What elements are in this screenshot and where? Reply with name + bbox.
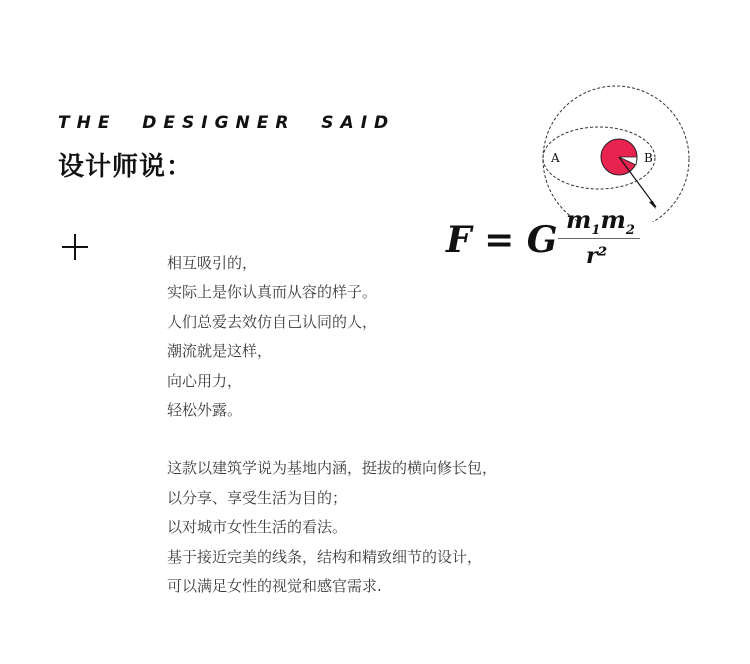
- inner-orbit: [543, 127, 655, 189]
- text-line: 潮流就是这样，: [167, 342, 273, 361]
- orbit-diagram: [540, 82, 695, 222]
- fraction-bar: [558, 238, 640, 239]
- text-line: 这款以建筑学说为基地内涵，挺拔的横向修长包，: [167, 459, 498, 478]
- text-line: 人们总爱去效仿自己认同的人，: [167, 312, 378, 331]
- label-a: A: [551, 151, 560, 165]
- text-line: 基于接近完美的线条，结构和精致细节的设计，: [167, 547, 483, 566]
- text-line: 以对城市女性生活的看法。: [167, 518, 348, 537]
- label-b: B: [644, 151, 653, 165]
- formula-denominator: r²: [586, 243, 608, 269]
- page-title: 设计师说：: [58, 152, 194, 182]
- numerator-m2: m: [600, 205, 626, 234]
- text-line: 相互吸引的，: [167, 254, 258, 272]
- text-line: 可以满足女性的视觉和感官需求.: [167, 576, 382, 595]
- paragraph-gap: [167, 425, 497, 454]
- numerator-sub1: 1: [591, 222, 601, 238]
- numerator-m1: m: [566, 205, 592, 234]
- formula-numerator: [566, 205, 635, 238]
- text-line: 实际上是你认真而从容的样子。: [167, 283, 378, 302]
- numerator-sub2: 2: [625, 222, 635, 238]
- text-line: 向心用力，: [167, 371, 243, 390]
- eyebrow-title: THE DESIGNER SAID: [58, 113, 396, 133]
- plus-icon: [62, 234, 88, 260]
- text-line: 轻松外露。: [167, 400, 243, 419]
- body-text: [167, 249, 497, 601]
- formula-lhs: F = G: [446, 219, 558, 261]
- text-line: 以分享、享受生活为目的；: [167, 488, 348, 507]
